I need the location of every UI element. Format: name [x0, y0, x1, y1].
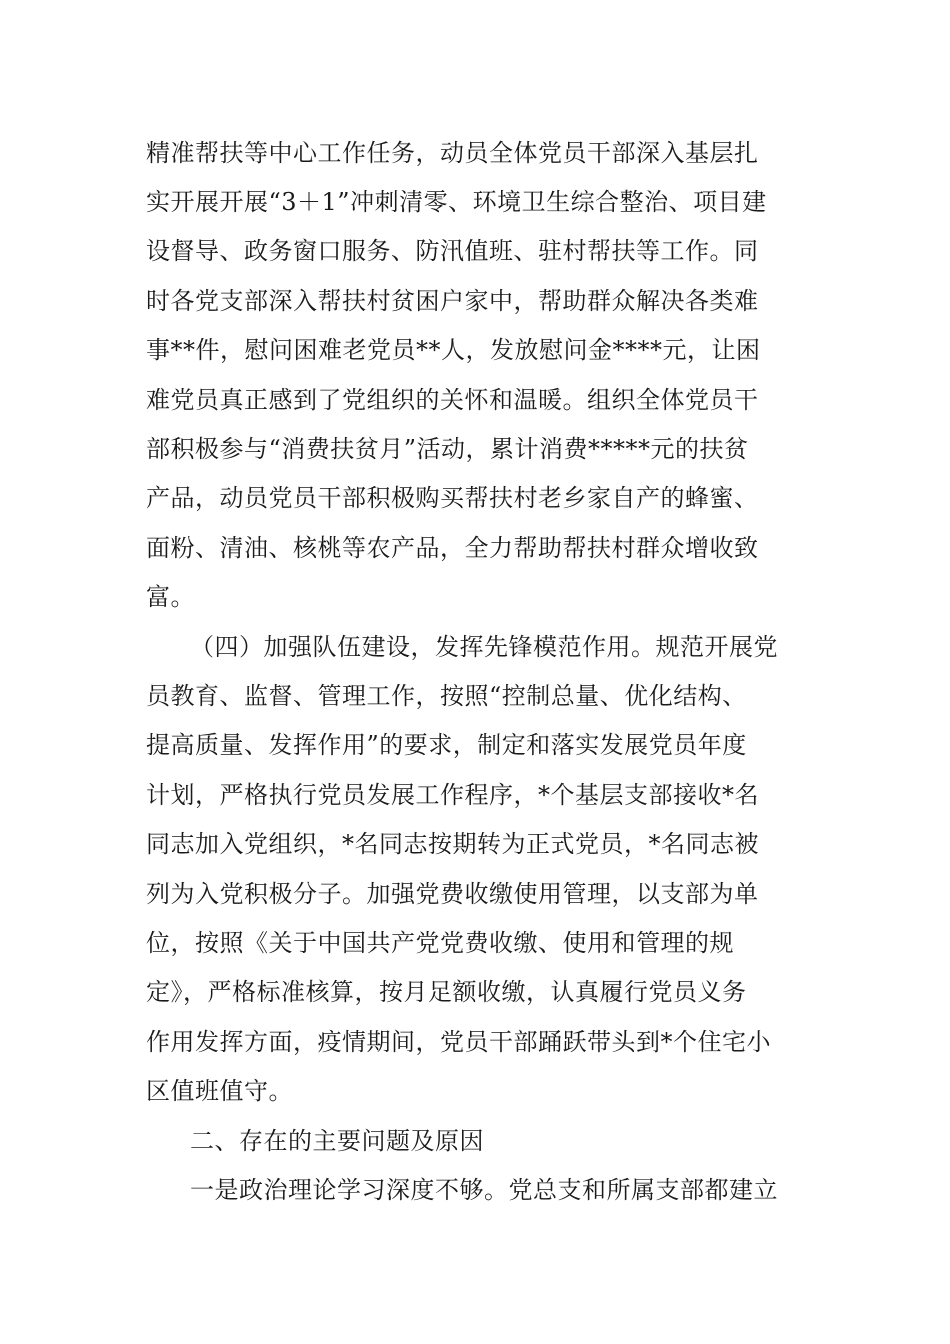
text-line: 一是政治理论学习深度不够。党总支和所属支部都建立	[190, 1176, 778, 1204]
text-line: 难党员真正感到了党组织的关怀和温暖。组织全体党员干	[146, 386, 759, 414]
text-line: 提高质量、发挥作用”的要求，制定和落实发展党员年度	[146, 731, 747, 759]
text-line: 位，按照《关于中国共产党党费收缴、使用和管理的规	[146, 929, 734, 957]
text-line: 作用发挥方面，疫情期间，党员干部踊跃带头到*个住宅小	[146, 1028, 771, 1056]
text-line: 部积极参与“消费扶贫月”活动，累计消费*****元的扶贫	[146, 435, 749, 463]
text-line: 计划，严格执行党员发展工作程序，*个基层支部接收*名	[146, 781, 759, 809]
text-line: 实开展开展“3＋1”冲刺清零、环境卫生综合整治、项目建	[146, 188, 767, 216]
text-line: 员教育、监督、管理工作，按照“控制总量、优化结构、	[146, 682, 747, 710]
text-line: 同志加入党组织，*名同志按期转为正式党员，*名同志被	[146, 830, 759, 858]
text-line: 事**件，慰问困难老党员**人，发放慰问金****元，让困	[146, 336, 761, 364]
text-line: 时各党支部深入帮扶村贫困户家中，帮助群众解决各类难	[146, 287, 759, 315]
text-line: 富。	[146, 583, 195, 611]
text-line: 定》，严格标准核算，按月足额收缴，认真履行党员义务	[146, 978, 747, 1006]
text-line: 精准帮扶等中心工作任务，动员全体党员干部深入基层扎	[146, 139, 759, 167]
text-line: 面粉、清油、核桃等农产品，全力帮助帮扶村群众增收致	[146, 534, 759, 562]
text-line: 设督导、政务窗口服务、防汛值班、驻村帮扶等工作。同	[146, 237, 759, 265]
text-line: 列为入党积极分子。加强党费收缴使用管理，以支部为单	[146, 880, 759, 908]
text-line: 产品，动员党员干部积极购买帮扶村老乡家自产的蜂蜜、	[146, 484, 759, 512]
section-heading-four: （四）加强队伍建设，发挥先锋模范作用。规范开展党	[190, 633, 778, 661]
section-heading-problems: 二、存在的主要问题及原因	[190, 1127, 484, 1155]
text-line: 区值班值守。	[146, 1077, 293, 1105]
